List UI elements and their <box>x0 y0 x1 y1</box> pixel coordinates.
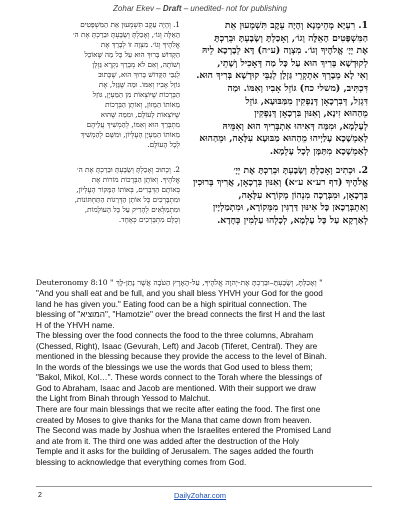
hebrew-text-section <box>36 20 368 278</box>
hebrew-paragraph <box>36 20 368 159</box>
aramaic-line: לְאַמְשָׁכָא עָלַיְיהוּ מֵהַהוּא מַבּוּעָא עִלָּאָה, וּמֵהַהוּא <box>199 133 368 145</box>
english-line: mentioned in the blessing because they provide the access to the level of Binah. <box>36 352 327 362</box>
hebrew-translation-line: וְכֻלָּם מִתְבָּרְכִים כְּאֶחָד. <box>118 214 180 224</box>
hebrew-translation-line: 1. וְהָיָה עֵקֶב תִּשְׁמְעוּן אֵת הַמִּשְׁפָּטִים <box>80 20 180 29</box>
hebrew-translation-line: 2. וְכָתוּב וְאָכַלְתָּ וְשָׂבָעְתָּ וּבֵרַכְתָּ אֶת ה׳ <box>76 164 180 174</box>
hebrew-translation-line: גּוֹזֵל אָבִיו וְאִמּוֹ. וּמַה שֶּׁגָּזַל, אֶת <box>98 80 180 89</box>
site-link[interactable]: DailyZohar.com <box>173 491 227 500</box>
hebrew-translation-line: שֶׁיּוֹצְאוֹת לָעוֹלָם, וּמִמַּה שֶּׁהוּא <box>100 110 180 119</box>
aramaic-line: מֵהַהוּא זִינָא, וְאִנּוּן בִּרְכָאָן דְּנַפְקִין <box>254 108 368 120</box>
hebrew-translation-line: וּמִתְמַלְּאִים לְהָרִיק עַל כָּל הָעוֹלָמוֹת, <box>84 204 180 214</box>
english-line: "Bakol, Mikol, Kol…". These words connect to the Torah where the blessings of <box>36 373 322 383</box>
hebrew-translation-line: אֱלֹהֶיךָ. וְאוֹתָן הַבְּרָכוֹת מוֹרוֹת אֶת <box>91 174 180 184</box>
english-commentary <box>36 289 372 468</box>
aramaic-line: לְאַרְקָא עַל כָּל עָלְמָא, לְכָלְהוּ עַלְמִין כְּחָדָא. <box>217 214 368 226</box>
english-line: and ate from it. The third one was added after the destruction of the Holy <box>36 436 299 446</box>
hebrew-translation-line: אֱלֹהֶיךָ וְגוֹ׳. מִצְוָה זוֹ לְבָרֵךְ אֶת <box>100 40 180 49</box>
header-prefix: Zohar Ekev – <box>113 4 163 13</box>
aramaic-line: לְעָלְמָא, וּמִמָּה דְּאִיהוּ אִתְבְּרִיךְ הוּא וְאִמֵּיהּ <box>222 120 368 132</box>
footer-divider <box>36 486 372 487</box>
aramaic-line: לְקוּדְשָׁא בְּרִיךְ הוּא עַל כָּל מַה דְּאָכִיל וְשָׁתֵי, <box>217 57 368 69</box>
header-draft-label: Draft <box>162 4 182 13</box>
hebrew-translation-line: הַבְּרָכוֹת שֶׁיּוֹצְאוֹת מִן הַמַּעְיָן, גּוֹזֵל <box>92 90 180 99</box>
page-number: 2 <box>38 492 42 499</box>
hebrew-translation-line: בְּאוֹתָם הַדְּבָרִים, בְּאוֹתוֹ הַמָּקוֹר הָעֶלְיוֹן, <box>76 184 180 194</box>
page-header <box>0 4 400 13</box>
aramaic-line: אֱלֹהֶיךָ (דף רע״א ע״א) וְאִנּוּן בִּרְכָאָן, אֲרִיךְ בְּרוּכִין <box>192 177 368 189</box>
english-line: There are four main blessings that we recite after eating the food. The first one <box>36 405 321 415</box>
aramaic-line: וְאִי לָא מְבָרֵךְ אִתְקְרֵי גַּזְלָן לְגַבֵּי קוּדְשָׁא בְּרִיךְ הוּא. <box>196 70 368 82</box>
english-line: the Light from Binah through Yessod to Malchut. <box>36 394 211 404</box>
english-line: The blessing over the food connects the food to the three columns, Abraham <box>36 331 314 341</box>
aramaic-line: אֶת יְיָ׳ אֱלֹהֶיךָ וְגוֹ׳. מִצְוָה (ע״ה) דָּא לְבָרְכָא לֵיהּ <box>202 45 368 57</box>
hebrew-translation-line: הַקָּדוֹשׁ בָּרוּךְ הוּא עַל כָּל מַה שֶּׁאוֹכֵל <box>84 50 180 59</box>
hebrew-translation-column <box>36 20 180 159</box>
english-line: God to Abraham, Isaac and Jacob are mentioned. With their support we draw <box>36 383 316 393</box>
hebrew-translation-line: לְכָל הָעוֹלָם. <box>147 140 180 149</box>
english-line: "And you shall eat and be full, and you shall bless YHVH your God for the good <box>36 289 323 298</box>
hebrew-translation-line: מֵאוֹתוֹ הַמָּזוֹן, וְאוֹתָן הַבְּרָכוֹת <box>105 100 180 109</box>
hebrew-translation-line: מִתְבָּרֵךְ הוּא וְאִמּוֹ, לְהַמְשִׁיךְ עֲלֵיהֶם <box>86 120 180 129</box>
english-line: In the words of the blessings we use the words that God used to bless them; <box>36 362 313 372</box>
aramaic-line: דִּכְתִּיב, (משלי כח) גּוֹזֵל אָבִיו וְאִמּוֹ. וּמַה <box>227 82 368 94</box>
hebrew-translation-line: מֵאוֹתוֹ הַמַּעְיָן הָעֶלְיוֹן, וּמִשָּׁם לְהַמְשִׁיךְ <box>80 130 180 139</box>
english-line: land he has given you." Eating food can be a high spiritual connection. The <box>36 299 307 309</box>
verse-citation: Deuteronomy 8:10 " וְאָכַלְתָּ, וְשָׂבָעְתָּ–וּבֵרַכְתָּ אֶת-יְהוָה אֱלֹהֶיךָ, עַל-הָאָרֶץ הַטֹּבָה אֲשֶׁר נָתַן-לָךְ " <box>36 278 323 287</box>
english-line: Temple and it asks for the building of Jerusalem. The sages added the fourth <box>36 447 314 457</box>
aramaic-line: לְאַמְשָׁכָא מִתַּמָּן לְכָל עָלְמָא. <box>269 145 368 157</box>
aramaic-line: וְאִתְבְּרָכָאן כָּל אִינּוּן דַּרְגִּין מִמְּקוֹרָא, וּמִתְמַלְיָין <box>212 202 368 214</box>
aramaic-line: 2. וּכְתִיב וְאָכַלְתָּ וְשָׂבָעְתָּ וּבֵרַכְתָּ אֶת יְיָ׳ <box>233 164 368 176</box>
english-line: blessing of "המוציא", "Hamotzie" over the bread connects the first H and the last <box>36 310 325 320</box>
hebrew-translation-line: וּמִתְבָּרְכִים כָּל אוֹתָן הַדְּרָגוֹת הַתַּחְתּוֹנוֹת, <box>74 194 180 204</box>
hebrew-paragraph <box>36 165 368 228</box>
header-suffix: – unedited- not for publishing <box>181 4 287 13</box>
english-line: The Second was made by Joshua when the Israelites entered the Promised Land <box>36 426 331 436</box>
hebrew-translation-line: לְגַבֵּי הַקָּדוֹשׁ בָּרוּךְ הוּא, שֶׁכָּתוּב <box>98 70 180 79</box>
aramaic-line: דִּגְזַל, דְּבִרְכָאָן דְּנַפְקִין מִמַּבּוּעָא, גּוֹזֵל <box>245 95 368 107</box>
aramaic-line: הַמִּשְׁפָּטִים הָאֵלֶּה וְגוֹ׳, וְאָכַלְתָּ וְשָׂבָעְתָּ וּבֵרַכְתָּ <box>214 32 368 44</box>
hebrew-translation-line: וְשׁוֹתֶה, וְאִם לֹא מְבָרֵךְ נִקְרָא גַּזְלָן <box>92 60 180 69</box>
aramaic-column <box>190 165 368 228</box>
aramaic-column <box>190 20 368 159</box>
english-line: created by Moses to give thanks for the Mana that came down from heaven. <box>36 415 312 425</box>
english-line: (Chessed, Right), Isaac (Gevurah, Left) and Jacob (Tiferet, Central). They are <box>36 341 318 351</box>
english-line: blessing to acknowledge that everything comes from God. <box>36 457 247 467</box>
hebrew-translation-line: הָאֵלֶּה וְגוֹ׳, וְאָכַלְתָּ וְשָׂבָעְתָּ וּבֵרַכְתָּ אֶת ה׳ <box>72 30 180 39</box>
aramaic-line: 1. רִעְיָא מְהֵימְנָא וְהָיָה עֵקֶב תִּשְׁמְעוּן אֵת <box>224 20 368 31</box>
english-line: H of the YHVH name. <box>36 320 115 330</box>
aramaic-line: בִּרְכָאָן, וּמִבְּרָכָה מִנְהוֹן מְקוֹרָא עִלָּאָה, <box>238 189 368 201</box>
hebrew-translation-column <box>36 165 180 228</box>
